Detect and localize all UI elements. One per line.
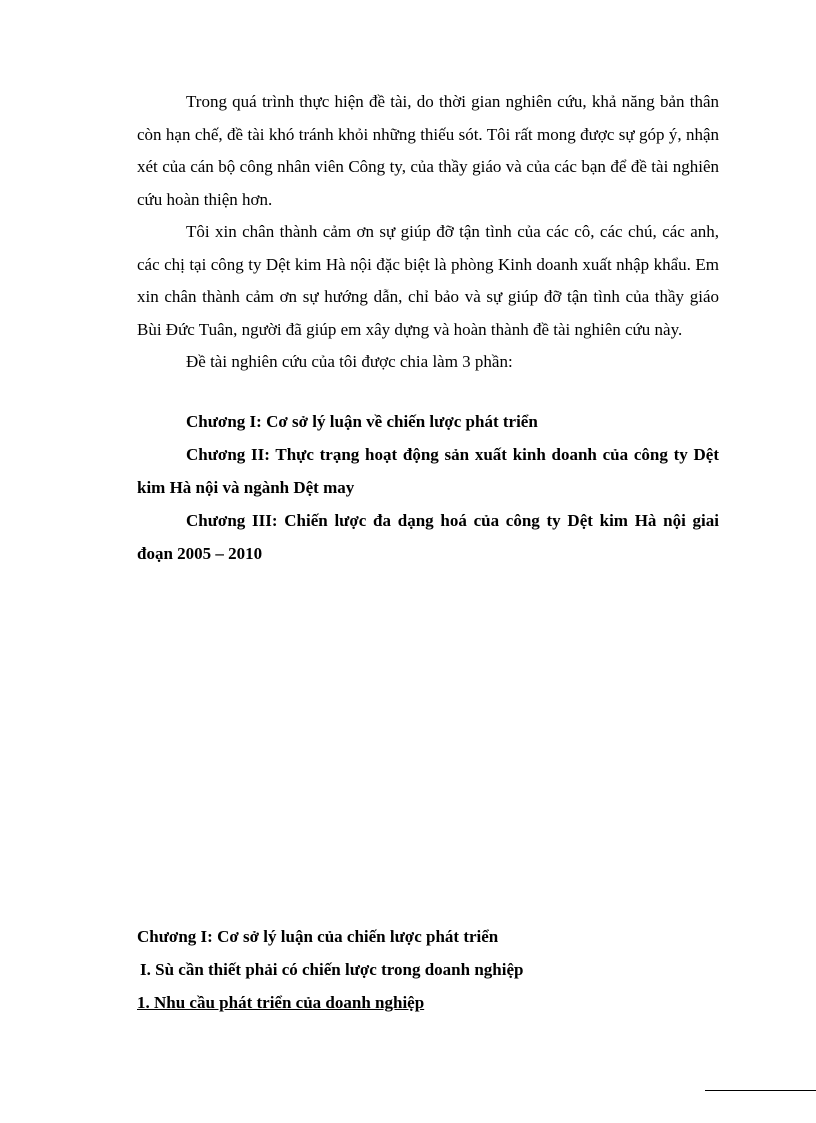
intro-section <box>137 86 719 379</box>
chapter-item-3: Chương III: Chiến lược đa dạng hoá của công ty Dệt kim Hà nội giai đoạn 2005 – 2010 <box>137 511 719 563</box>
footnote-separator <box>705 1090 816 1091</box>
intro-paragraph-1: Trong quá trình thực hiện đề tài, do thời gian nghiên cứu, khả năng bản thân còn hạn chế, đề tài khó tránh khỏi những thiếu sót. Tôi rất mong được sự góp ý, nhận xét của cán bộ công nhân viên Công ty, của thầy giáo và của các bạn để đề tài nghiên cứu hoàn thiện hơn. <box>137 92 719 209</box>
subsection-heading: 1. Nhu cầu phát triển của doanh nghiệp <box>137 993 425 1012</box>
chapter-heading: Chương I: Cơ sở lý luận của chiến lược phát triển <box>137 927 499 946</box>
chapter-one-section <box>137 920 719 1019</box>
chapter-item-1: Chương I: Cơ sở lý luận về chiến lược phát triển <box>186 412 538 431</box>
chapter-list <box>137 405 719 570</box>
chapter-item-2: Chương II: Thực trạng hoạt động sản xuất kinh doanh của công ty Dệt kim Hà nội và ngành Dệt may <box>137 445 719 497</box>
intro-paragraph-2: Tôi xin chân thành cảm ơn sự giúp đỡ tận tình của các cô, các chú, các anh, các chị tại công ty Dệt kim Hà nội đặc biệt là phòng Kinh doanh xuất nhập khẩu. Em xin chân thành cảm ơn sự hướng dẫn, chỉ bảo và sự giúp đỡ tận tình của thầy giáo Bùi Đức Tuân, người đã giúp em xây dựng và hoàn thành đề tài nghiên cứu này. <box>137 222 719 339</box>
part-heading: I. Sù cần thiết phải có chiến lược trong doanh nghiệp <box>140 960 524 979</box>
intro-paragraph-3: Đề tài nghiên cứu của tôi được chia làm 3 phần: <box>186 352 513 371</box>
